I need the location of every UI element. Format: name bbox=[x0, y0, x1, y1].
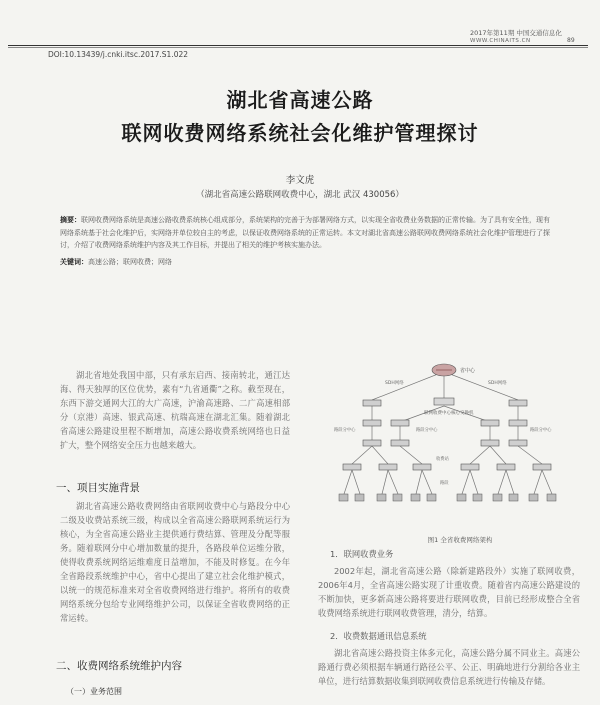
switch-icon bbox=[363, 420, 381, 426]
subsection-heading: （一）业务范围 bbox=[66, 687, 122, 696]
author: 李文虎 bbox=[285, 175, 315, 186]
abstract-label: 摘要： bbox=[60, 216, 81, 224]
computer-icon bbox=[411, 494, 420, 501]
header-url: WWW.CHINAITS.CN bbox=[470, 38, 531, 44]
header-page-number: 89 bbox=[567, 37, 575, 44]
switch-icon bbox=[363, 440, 381, 446]
section-1-paragraph: 湖北省高速公路收费网络由省联网收费中心与路段分中心二级及收费站系统三级，构成以全省高速公路联网系统运行为核心，为全省高速公路业主提供通行费结算、管理及分配等服务。随着联网分中心增加数量的提升，各路段单位运维分散，使得收费系统网络运维难度日益增加，不能及时修复。在今年全省路段系统维护中心，省中心提出了建立社会化维护模式，以统一的规范标准来对全省收费网络进行维护。将所有的收费网络系统分包给专业网络维护公司，以保证全省收费网络的正常运转。 bbox=[60, 501, 290, 623]
link-top-right bbox=[450, 374, 518, 400]
top-node-label: 省中心 bbox=[460, 368, 476, 374]
router-icon bbox=[509, 400, 527, 406]
keywords-text: 高速公路；联网收费；网络 bbox=[88, 258, 172, 266]
doi: DOI:10.13439/j.cnki.itsc.2017.S1.022 bbox=[48, 50, 189, 59]
station-label: 收费站 bbox=[436, 457, 449, 462]
header-rule bbox=[8, 45, 588, 46]
computer-icon bbox=[377, 494, 386, 501]
section-heading-1: 一、项目实施背景 bbox=[56, 482, 140, 494]
computer-icon bbox=[355, 494, 364, 501]
computer-icon bbox=[547, 494, 556, 501]
right-subheading-1: 1．联网收费业务 bbox=[330, 549, 394, 559]
computer-icon bbox=[457, 494, 466, 501]
section-heading-2: 二、收费网络系统维护内容 bbox=[56, 660, 182, 672]
computer-icon bbox=[427, 494, 436, 501]
keywords bbox=[60, 257, 550, 267]
intro-paragraph: 湖北省地处我国中部，只有承东启西、接南转北，通江达海、得天独厚的区位优势，素有“九省通衢”之称。截至现在，东西下游交通网大江的大广高速，沪渝高速路、二广高速相部分（京港）高速、银武高速、杭瑞高速在湖北汇集。随着湖北省高速公路建设里程不断增加，高速公路收费系统网络也日益扩大，整个网络安全压力也越来越大。 bbox=[60, 370, 290, 450]
network-architecture-diagram bbox=[330, 362, 580, 530]
switch-icon bbox=[509, 440, 527, 446]
switch-icon bbox=[391, 440, 409, 446]
title-line-2: 联网收费网络系统社会化维护管理探讨 bbox=[121, 121, 479, 145]
switch-icon bbox=[343, 464, 361, 470]
right-paragraph-2: 湖北省高速公路投资主体多元化，高速公路分属不同业主。高速公路通行费必须根据车辆通行路径公平、公正、明确地进行分割给各业主单位，进行结算数据收集到联网收费信息系统进行传输及存储。 bbox=[318, 648, 580, 686]
switch-icon bbox=[379, 464, 397, 470]
figure-caption: 图1 全省收费网络架构 bbox=[427, 536, 493, 544]
core-router-icon bbox=[432, 364, 456, 376]
switch-icon bbox=[509, 420, 527, 426]
switch-icon bbox=[481, 420, 499, 426]
computer-icon bbox=[529, 494, 538, 501]
switch-mid-label: 路段分中心 bbox=[416, 428, 438, 433]
switch-icon bbox=[413, 464, 431, 470]
computer-icon bbox=[339, 494, 348, 501]
switch-left-label: 路段分中心 bbox=[334, 428, 356, 433]
switch-icon bbox=[461, 464, 479, 470]
header-journal-issue: 2017年第11期 中国交通信息化 bbox=[470, 29, 562, 37]
link-top-left bbox=[372, 374, 438, 400]
right-paragraph-1: 2002年起，湖北省高速公路（除新建路段外）实施了联网收费，2006年4月，全省高速公路实现了计重收费。随着省内高速公路建设的不断加快，更多新高速公路将要进行联网收费，目前已经形成整合全省收费网络系统进行联网收费管理，清分，结算。 bbox=[318, 566, 580, 618]
mid-node-label: 联网收费中心核心交换机 bbox=[424, 411, 474, 416]
title-line-1: 湖北省高速公路 bbox=[226, 88, 374, 112]
abstract bbox=[60, 214, 550, 252]
switch-icon bbox=[481, 440, 499, 446]
computer-icon bbox=[509, 494, 518, 501]
computer-icon bbox=[393, 494, 402, 501]
keywords-label: 关键词： bbox=[60, 258, 88, 266]
switch-right-label: 路段分中心 bbox=[530, 428, 552, 433]
computer-icon bbox=[473, 494, 482, 501]
lan-label: 路段 bbox=[440, 481, 449, 486]
affiliation: （湖北省高速公路联网收费中心，湖北 武汉 430056） bbox=[196, 190, 404, 200]
core-switch-icon bbox=[434, 398, 454, 405]
computer-icon bbox=[493, 494, 502, 501]
header-rule-thin bbox=[8, 47, 588, 48]
abstract-text: 联网收费网络系统是高速公路收费系统核心组成部分，系统架构的完善于为部署网络方式，以实现全省收费业务数据的正常传输。为了具有安全性，现有网络系统基于社会化维护后，实网络并单位较自主的考虑，以保证收费网络系统的正常运转。本文对湖北省高速公路联网收费网络系统社会化维护管理进行了探讨，介绍了收费网络系统维护内容及其工作目标，并提出了相关的维护考核实施办法。 bbox=[60, 216, 550, 249]
right-link-label: SDH网络 bbox=[488, 381, 507, 386]
switch-icon bbox=[497, 464, 515, 470]
switch-icon bbox=[533, 464, 551, 470]
switch-icon bbox=[391, 420, 409, 426]
left-link-label: SDH网络 bbox=[385, 381, 404, 386]
right-subheading-2: 2．收费数据通讯信息系统 bbox=[330, 631, 427, 641]
router-icon bbox=[363, 400, 381, 406]
